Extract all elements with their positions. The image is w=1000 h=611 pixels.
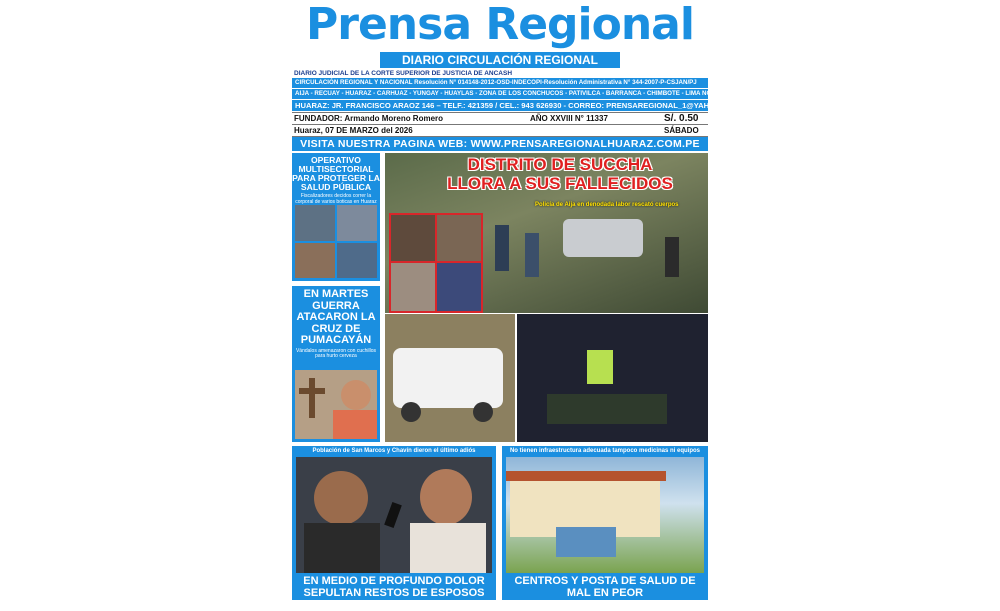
story-kicker: Población de San Marcos y Chavín dieron el último adiós bbox=[312, 448, 476, 454]
story-succha[interactable] bbox=[385, 153, 708, 313]
victim-portrait bbox=[437, 263, 481, 311]
health-post-photo bbox=[506, 457, 704, 573]
people-shape bbox=[556, 527, 616, 557]
mourning-ribbon-icon bbox=[384, 502, 402, 528]
story-photo bbox=[337, 205, 377, 241]
crashed-vehicle bbox=[563, 219, 643, 257]
night-rescue-photo bbox=[517, 314, 708, 442]
hero-headline: DISTRITO DE SUCCHA LLORA A SUS FALLECIDOS bbox=[447, 155, 673, 193]
wheel-shape bbox=[473, 402, 493, 422]
taxi-shape bbox=[393, 348, 503, 408]
ground-shape bbox=[547, 394, 667, 424]
masthead-title: Prensa Regional bbox=[306, 0, 694, 50]
story-photo bbox=[295, 205, 335, 241]
story-centros-salud[interactable] bbox=[502, 446, 708, 600]
victim-portrait bbox=[391, 215, 435, 261]
cross-shape bbox=[309, 378, 315, 418]
contact-bar: HUARAZ: JR. FRANCISCO ARAOZ 146 – TELF.: 421359 / CEL.: 943 626930 - CORREO: PRENSAREGIONAL_1@YAHOO.ES bbox=[292, 100, 708, 111]
founder: FUNDADOR: Armando Moreno Romero bbox=[294, 114, 444, 123]
registration-bar: CIRCULACIÓN REGIONAL Y NACIONAL Resolución N° 014148-2012-OSD-INDECOPI-Resolución Administrativa N° 344-2007-P-CSJAN/PJ bbox=[292, 78, 708, 88]
story-photo bbox=[337, 243, 377, 278]
rescuer-figure bbox=[665, 237, 679, 277]
person-shape bbox=[333, 410, 377, 439]
rescuer-vest bbox=[587, 350, 613, 384]
story-headline: CENTROS Y POSTA DE SALUD DE MAL EN PEOR bbox=[514, 575, 696, 600]
story-headline: EN MEDIO DE PROFUNDO DOLOR SEPULTAN RESTOS DE ESPOSOS ELECTROCUTADOS bbox=[303, 575, 485, 611]
wheel-shape bbox=[401, 402, 421, 422]
rescuer-figure bbox=[495, 225, 509, 271]
person-shape bbox=[341, 380, 371, 410]
story-kicker: No tienen infraestructura adecuada tampoco medicinas ni equipos bbox=[509, 448, 701, 454]
story-pumacayan[interactable] bbox=[292, 286, 380, 442]
weekday: SÁBADO bbox=[664, 126, 699, 135]
victim-portrait bbox=[437, 215, 481, 261]
founder-row bbox=[292, 112, 708, 124]
taxi-photo bbox=[385, 314, 515, 442]
portrait-man-body bbox=[304, 523, 380, 573]
portrait-man bbox=[314, 471, 368, 525]
hero-subhead: Policía de Aija en denodada labor rescató cuerpos bbox=[535, 202, 679, 208]
date-row bbox=[292, 124, 708, 137]
story-photo bbox=[295, 243, 335, 278]
issue-number: AÑO XXVIII N° 11337 bbox=[530, 114, 608, 123]
portrait-woman-body bbox=[410, 523, 486, 573]
date: Huaraz, 07 DE MARZO del 2026 bbox=[294, 126, 413, 135]
newspaper-front-page bbox=[288, 0, 734, 611]
price: S/. 0.50 bbox=[664, 113, 699, 124]
story-photo bbox=[295, 370, 377, 439]
cross-shape bbox=[299, 388, 325, 394]
towns-bar: AIJA - RECUAY - HUARAZ - CARHUAZ - YUNGAY - HUAYLAS - ZONA DE LOS CONCHUCOS - PATIVILCA - BARRANCA - CHIMBOTE - LIMA NORTE bbox=[292, 89, 708, 99]
story-subhead: Fiscalizadores decidos correr la corporal de varios boticas en Huaraz bbox=[295, 193, 377, 205]
story-subhead: Vándalos amenazaron con cuchillos para hurto cerveza bbox=[295, 347, 377, 360]
victims-portraits-frame bbox=[389, 213, 483, 313]
story-esposos[interactable] bbox=[292, 446, 496, 611]
judicial-note: DIARIO JUDICIAL DE LA CORTE SUPERIOR DE JUSTICIA DE ANCASH bbox=[294, 70, 513, 77]
masthead-subtitle: DIARIO CIRCULACIÓN REGIONAL bbox=[380, 52, 620, 68]
story-headline: OPERATIVO MULTISECTORIAL PARA PROTEGER LA SALUD PÚBLICA bbox=[292, 155, 380, 193]
couple-photo bbox=[296, 457, 492, 573]
story-headline: EN MARTES GUERRA ATACARON LA CRUZ DE PUMACAYÁN bbox=[296, 288, 376, 347]
roof-shape bbox=[506, 471, 666, 481]
story-operativo[interactable] bbox=[292, 153, 380, 281]
victim-portrait bbox=[391, 263, 435, 311]
portrait-woman bbox=[420, 469, 472, 525]
website-banner[interactable]: VISITA NUESTRA PAGINA WEB: WWW.PRENSAREGIONALHUARAZ.COM.PE bbox=[292, 137, 708, 151]
rescuer-figure bbox=[525, 233, 539, 277]
